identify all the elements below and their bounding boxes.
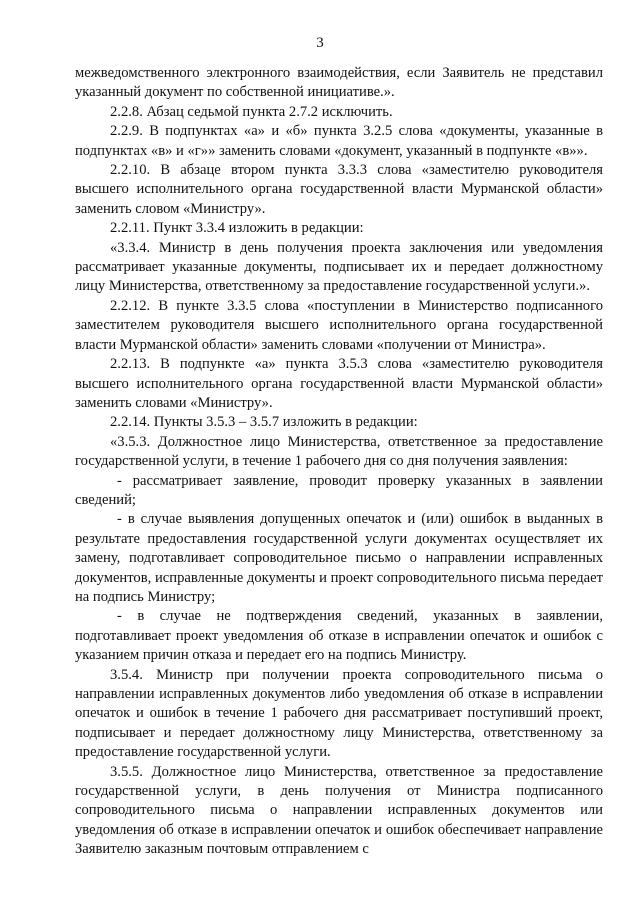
paragraph-2-2-12: 2.2.12. В пункте 3.3.5 слова «поступлении в Министерство подписанного заместителем руководителя высшего исполнительного органа государственной власти Мурманской области» заменить словами «получении от Министра». — [75, 297, 603, 353]
paragraph-3-5-5: 3.5.5. Должностное лицо Министерства, ответственное за предоставление государственной услуги, в день получения от Министра подписанного сопроводительного письма о направлении исправленных документов или уведомления об отказе в исправлении опечаток и ошибок обеспечивает направление Заявителю заказным почтовым отправлением с — [75, 763, 603, 858]
paragraph-2-2-8: 2.2.8. Абзац седьмой пункта 2.7.2 исключить. — [110, 103, 393, 120]
paragraph-2-2-14: 2.2.14. Пункты 3.5.3 – 3.5.7 изложить в редакции: — [110, 414, 418, 431]
paragraph-2-2-10: 2.2.10. В абзаце втором пункта 3.3.3 слова «заместителю руководителя высшего исполнительного органа государственной власти Мурманской области» заменить словом «Министру». — [75, 162, 603, 217]
paragraph-2-2-13: 2.2.13. В подпункте «а» пункта 3.5.3 слова «заместителю руководителя высшего исполнительного органа государственной власти Мурманской области» заменить словами «Министру». — [75, 356, 603, 411]
paragraph-2-2-9: 2.2.9. В подпунктах «а» и «б» пункта 3.2.5 слова «документы, указанные в подпунктах «в» и «г»» заменить словами «документ, указанный в подпункте «в»». — [75, 123, 603, 159]
document-body — [75, 64, 603, 860]
paragraph-3-3-4-quote: «3.3.4. Министр в день получения проекта заключения или уведомления рассматривает указанные документы, подписывает их и передает должностному лицу Министерства, ответственному за предоставление государственной услуги.». — [75, 239, 603, 295]
paragraph-2-2-11: 2.2.11. Пункт 3.3.4 изложить в редакции: — [110, 220, 364, 237]
bullet-item-review: - рассматривает заявление, проводит проверку указанных в заявлении сведений; — [75, 472, 603, 508]
paragraph-3-5-3: «3.5.3. Должностное лицо Министерства, ответственное за предоставление государственной услуги, в течение 1 рабочего дня со дня получения заявления: — [75, 433, 603, 470]
paragraph-continuation: межведомственного электронного взаимодействия, если Заявитель не представил указанный документ по собственной инициативе.». — [75, 65, 603, 101]
bullet-item-errors-found: - в случае выявления допущенных опечаток и (или) ошибок в выданных в результате предоставления государственной услуги документах осуществляет их замену, подготавливает сопроводительное письмо о направлении исправленных документов, исправленные документы и проект сопроводительного письма передает на подпись Министру; — [75, 511, 603, 605]
paragraph-3-5-4: 3.5.4. Министр при получении проекта сопроводительного письма о направлении исправленных документов либо уведомления об отказе в исправлении опечаток и ошибок в течение 1 рабочего дня рассматривает поступивший проект, подписывает и передает должностному лицу Министерства, ответственному за предоставление государственной услуги. — [75, 666, 603, 761]
bullet-item-not-confirmed: - в случае не подтверждения сведений, указанных в заявлении, подготавливает проект уведомления об отказе в исправлении опечаток и ошибок с указанием причин отказа и передает его на подпись Министру. — [75, 608, 603, 664]
page-number: 3 — [316, 35, 324, 51]
